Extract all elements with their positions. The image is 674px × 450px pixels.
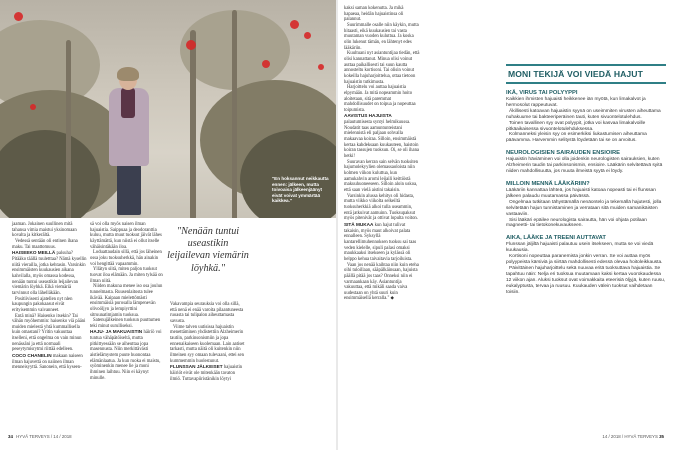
info-box-paragraph: Äkillisesti katoavan hajuaistin syynä on useimmiten virusten aiheuttama nuhakuume tai bakteeriperäinen tauti, kuten sivuontelotulehdus. — [506, 108, 661, 120]
paragraph — [12, 250, 87, 296]
left-column-2 — [90, 222, 165, 381]
paragraph — [344, 222, 420, 263]
info-box-paragraph: Hajuaistin häviäminen voi olla joidenkin neurologisten sairauksien, kuten Alzheimerin taudin tai parkinsonismin, ensioire. Lääkärin selvitettävä syitä niiden mahdollisuutta, jos muuta ilmeistä syytä ei löydy. — [506, 157, 663, 175]
paragraph-text: palsuha? Pitääko täällä tuuletttaa? Nämä kysellin niitä vierailla, jotka kehtasin. Varsinkin ensimmäisten kuukausien aikana kahvilalla, myös omassa kodessa, nenään tuntui useastikin leijailevan viemärin löyhkä. Eikä viemäriä tarvinnut olla lähelläkään. — [12, 251, 87, 296]
paragraph: Varsinkin alussa kehitys oli hidasta, mutta viikko viikolta selkeiltä tuoksuherkkiä alkoi tulla useammin, entä jatkuivat aamuinn. Tuoksupaksut myös pitenivät ja ottivat lopulta voiton. — [344, 193, 418, 222]
paragraph: Viime talven uutisissa hajuaistin menettäminen yhdistettiin Alzheimerin tautiin, parkinsonismiin ja jopa ennenaikaiseen kuolemaan. Lain aatiset tarkasti, mutta näitä oli kuitenkin niin ilmeinen syy omaan tulevaani, ettei sen kummemmin huolestunut. — [170, 324, 245, 364]
info-box-heading: MONI TEKIJÄ VOI VIEDÄ HAJUT — [506, 64, 666, 84]
paragraph: Entä minä? Haisenko itsekin? Tai vähän myöhemmin: haisenko viä pääni muiden mielestä yhtä kummallisella kuin omastani? Yritin vakuuttaa itselleni, että ongelma on vain minun nenässäni ja että normaali peseytymisrytmi riittää edelleen. — [12, 313, 86, 353]
paragraph-text: hajuaistin häiriöt eivät ole mitenkään tavaton ilmiö. Tuttavapiiristänikin löytyi — [170, 365, 243, 382]
run-in-subhead: FLUNSSAN JÄLKEISET — [170, 364, 224, 370]
page-gutter — [336, 0, 338, 450]
paragraph: jaaman. Jokainen suullinen mitä tahansa vimia maistui yksinomaan kovalta ja kitkerältä. — [12, 222, 77, 239]
woman-figure — [105, 70, 153, 218]
info-box-section-text — [506, 97, 666, 144]
paragraph: kaksi saman kokenutta. Ja mikä hapaeaa, heidän hajuaistinsa oli palannut. — [344, 6, 404, 23]
paragraph: Vedessä sentään oli entinen ihana maku. Tai maattomuus. — [12, 238, 78, 250]
paragraph-text: makaan naiseen ilman hajuvettä on naiinen ilman menneisyyttä. Sanonein, että kyseen- — [12, 354, 83, 371]
info-box-section-title: AIKA, LÄÄKE JA TREENI AUTTAVAT — [506, 235, 606, 242]
paragraph: Yllätyn siitä, miten paljon tuoksut tuovat iloa elämään. Ja miten tylsää on ilman niitä. — [90, 267, 163, 284]
info-box-section-text — [506, 188, 666, 229]
footer-right — [602, 434, 666, 439]
run-in-subhead: AAVISTUS HAJUISTA — [344, 113, 392, 119]
paragraph: Loduattaudain sillä, että jos läheinen ossa joku tuoksuherkkä, hän ainakin voi hengittää vapaammin. — [90, 250, 162, 267]
info-box-section-text — [506, 157, 666, 175]
info-box-section — [506, 181, 666, 229]
info-box-section-title: NEUROLOGISIEN SAIRAUDEN ENSIOIRE — [506, 150, 621, 157]
run-in-subhead: SITÄ MUKAA — [344, 221, 375, 227]
info-box-paragraph: Sisi lääkäri epäilee neurologista sairautta, hän voi ohjata potilaan magneetti- tai tietokonekuvaukseen. — [506, 217, 647, 229]
info-box-section — [506, 90, 666, 144]
info-box-paragraph: Päivittäinen hajuharjoittelu sekä nuuvaa eritä tuoksuttava hajuaistia. Se tapahtuu näin: Nelja eri tuoksua muutamaan kaksi kertaa vuorokaudessa 12 viikon ajan. Aluksi tuoksut ovat voimakkaita eteerisiä öljyjä, kuten ruusu, eukalyptusta, tervaa ja ruusuu. Kuukauden välein tuoksut vaihdetaan toisiin. — [506, 265, 666, 295]
right-column-1 — [344, 6, 420, 302]
photo-caption: "En hoksannut neikkautta ennen: jälkeen, mutta toivoaisa jälkeenjäänyt eivät voivat ymmärtää kaikkea." — [272, 176, 329, 204]
paragraph: Suurimmalle osalle niin käykin, mutta hitaasti, eikä kuukausien tai vasta muutaman vuoden kuluttua. Ja koska olin lukenut tämän, en lähtenyt edes lääkäriin. — [344, 22, 419, 51]
paragraph: Niiden makuna menee iso osa joulun tunnelmasta. Ruusenlaitosta tulee ikävää. Kaipaan mielettömästi ensimmäisiä purosalla lämpenevän olivoöljyn ja lempiyrttini sitruunatimjamin tuoksua. — [90, 284, 163, 318]
info-box-paragraph: Ongelmaa tutkitaan tähystämällä nenäontelo ja tekemällä hajutesti, jolla selvitetään hajun tunnistaminen ja verrataan sitä muiden samanikäisten vastaaviin. — [506, 199, 662, 217]
paragraph-text: palautumisesta syntyi helmikuussa. Noudatit taas aamuntunteistani mielennistä eli paljaan sohvalla makaavaa koiraa. Silloin, ensimmäistä kertaa kahdeksaan kuukauteen, haistoin koiran tassujen tuoksun. Oi, se oli ihana hetki! — [344, 120, 419, 160]
left-column-3 — [170, 302, 246, 382]
paragraph — [12, 353, 87, 371]
page-number-left: 34 — [8, 434, 13, 439]
paragraph: Kuultuani nyt asiantuntijaa tiedän, että olisi kannattanut. Minua olisi voinut auttaa paikallisesti tai suun kautta annosteltu kortisoni. Tai olisin voinut kokeilla hajuharjoittelua, ottaa tietoon hajuaistin tutkimusta. — [344, 51, 420, 85]
paragraph: Harjoittelu voi auttaa hajuaistia elpymään. Ja mitä nopeammin hoito aloitetaan, sitä paremmat mahdollisuudet on toipua ja nopeuttaa toipumista. — [344, 85, 416, 113]
info-box-paragraph: Kortisoni nopeuttaa paranemista jonkin verran. Se voi auttaa myös polyypeista kärsiviä ja siirtää mahdollisesti edessä olevaa hoitoleikkausta. — [506, 254, 663, 266]
footer-left-text: HYVÄ TERVEYS / 14 / 2018 — [16, 434, 72, 439]
run-in-subhead: HAJU- JA MAKUAISTIN — [90, 329, 144, 335]
info-box-paragraph: Lääkäriin kannattaa lähteä, jos hajuaisti katoaa nopeasti tai ei flunssan jälkeen palaudu muutamassa päivässä. — [506, 187, 656, 199]
info-box — [506, 64, 666, 295]
footer-right-text: 14 / 2018 / HYVÄ TERVEYS — [602, 434, 658, 439]
paragraph: sä voi olla myös naisen ilman hajuaistia. Saippuaa ja deodoranttia kuluu, mutta muut tuoksut jäivät lähes käyttämättä, kun niistä ei ollut itselle vähäisintäkään iloa. — [90, 222, 162, 250]
paragraph: Vakavampia seurauksia voi olla sillä, että nenä ei enää varoita pilaantuneesta ruoasta tai tulipalon aiheuttamasta savusta. — [170, 302, 244, 324]
paragraph: Vaan jos nenää kaihtaa niin kuin eteha oihi tuloillaan, sääpälkäinsaan, hajuista päällä pitää jos taas? Onneksi niin ei varmaankaan käy. Asiantuntija vakuuttaa, että mikäli saada vaiva uudestaan on yhtä suuri kuin ensimmäisellä kerralla." ◆ — [344, 262, 419, 302]
info-box-paragraph: Kolmanneksi yleisin syy on esimerkiksi liukastumisen aiheuttama päävamma. Harvemmin selitystä löydetään tai se on arvoitus. — [506, 132, 647, 144]
paragraph: Satenujälkeinen tuoksun puuttumen teki minut surulliseksi. — [90, 318, 161, 329]
info-box-section — [506, 150, 666, 175]
info-box-section-title: MILLOIN MENNÄ LÄÄKÄRIIN? — [506, 180, 590, 187]
article-photo — [0, 0, 336, 218]
run-in-subhead: HAISEEKO MEILLÄ — [12, 250, 57, 256]
paragraph: Positiivisesti ajatellen nyt nlen kaupungin pakokaasut eivät erityisemmin vaivanneet. — [12, 296, 73, 313]
page-number-right: 35 — [659, 434, 664, 439]
run-in-subhead: COCO CHANELIN — [12, 353, 53, 359]
info-box-section-title: IKÄ, VIRUS TAI POLYYPPI — [506, 90, 578, 96]
left-column-1 — [12, 222, 87, 371]
footer-left — [8, 434, 72, 439]
paragraph-text: häiriö voi tuntua vähäpätöiseltä, mutta pitkittyessään se aiheuttaa jopa masennusta. Niin merkittävästi aistielämystem puute huonontaa elämänlaatua. Ja kun ruoka ei maistu, syöminenkin menee lie ja moni ihminen laihtuu. Niin ei käynyt minulle. — [90, 330, 162, 381]
info-box-paragraph: Toinen tavallinen syy ovat polyypit, jotka voi kasvaa limakalvoille pitkäaikaisessa sivuontelotulehduksessa. — [506, 120, 646, 132]
paragraph: Suuravan kerran sain selvän tuoksiten hajumolekyylien olemassaoloista niin kolmen viikon kuluttua, kun aamukahvin aromi leijaili keittiöstä makuuhuoneeseen. Silloin aloin uskoa, että saan vielä aistini takaisin. — [344, 159, 419, 193]
paragraph — [90, 329, 165, 381]
info-box-section-text — [506, 242, 666, 295]
paragraph-text: kun hajut tulivat takaisin, myös maut alkoivat palata ennalleen. Syksyllä kantarellimuhennoksen tuoksu sai taas veden kielelle, sipuli palasi omaksi maukkaaksi itsekseen ja kylässä oli helppo kehua taivaitavia tarjoiluista. — [344, 222, 417, 262]
paragraph — [170, 364, 246, 382]
info-box-paragraph: Flunssan jäljiltä hajuaisti palautuu usein itsekseen, mutta se voi viedä kuukausia. — [506, 242, 654, 254]
info-box-section — [506, 235, 666, 295]
info-box-paragraph: Kaikkien ihmisten hajuaisti heikkenee iän myötä, kun limakalvot ja hermosolut rappeutuvat. — [506, 97, 646, 108]
pull-quote: "Nenään tuntui useastikin leijailevan viemärin löyhkä." — [167, 226, 249, 274]
paragraph — [344, 113, 420, 159]
